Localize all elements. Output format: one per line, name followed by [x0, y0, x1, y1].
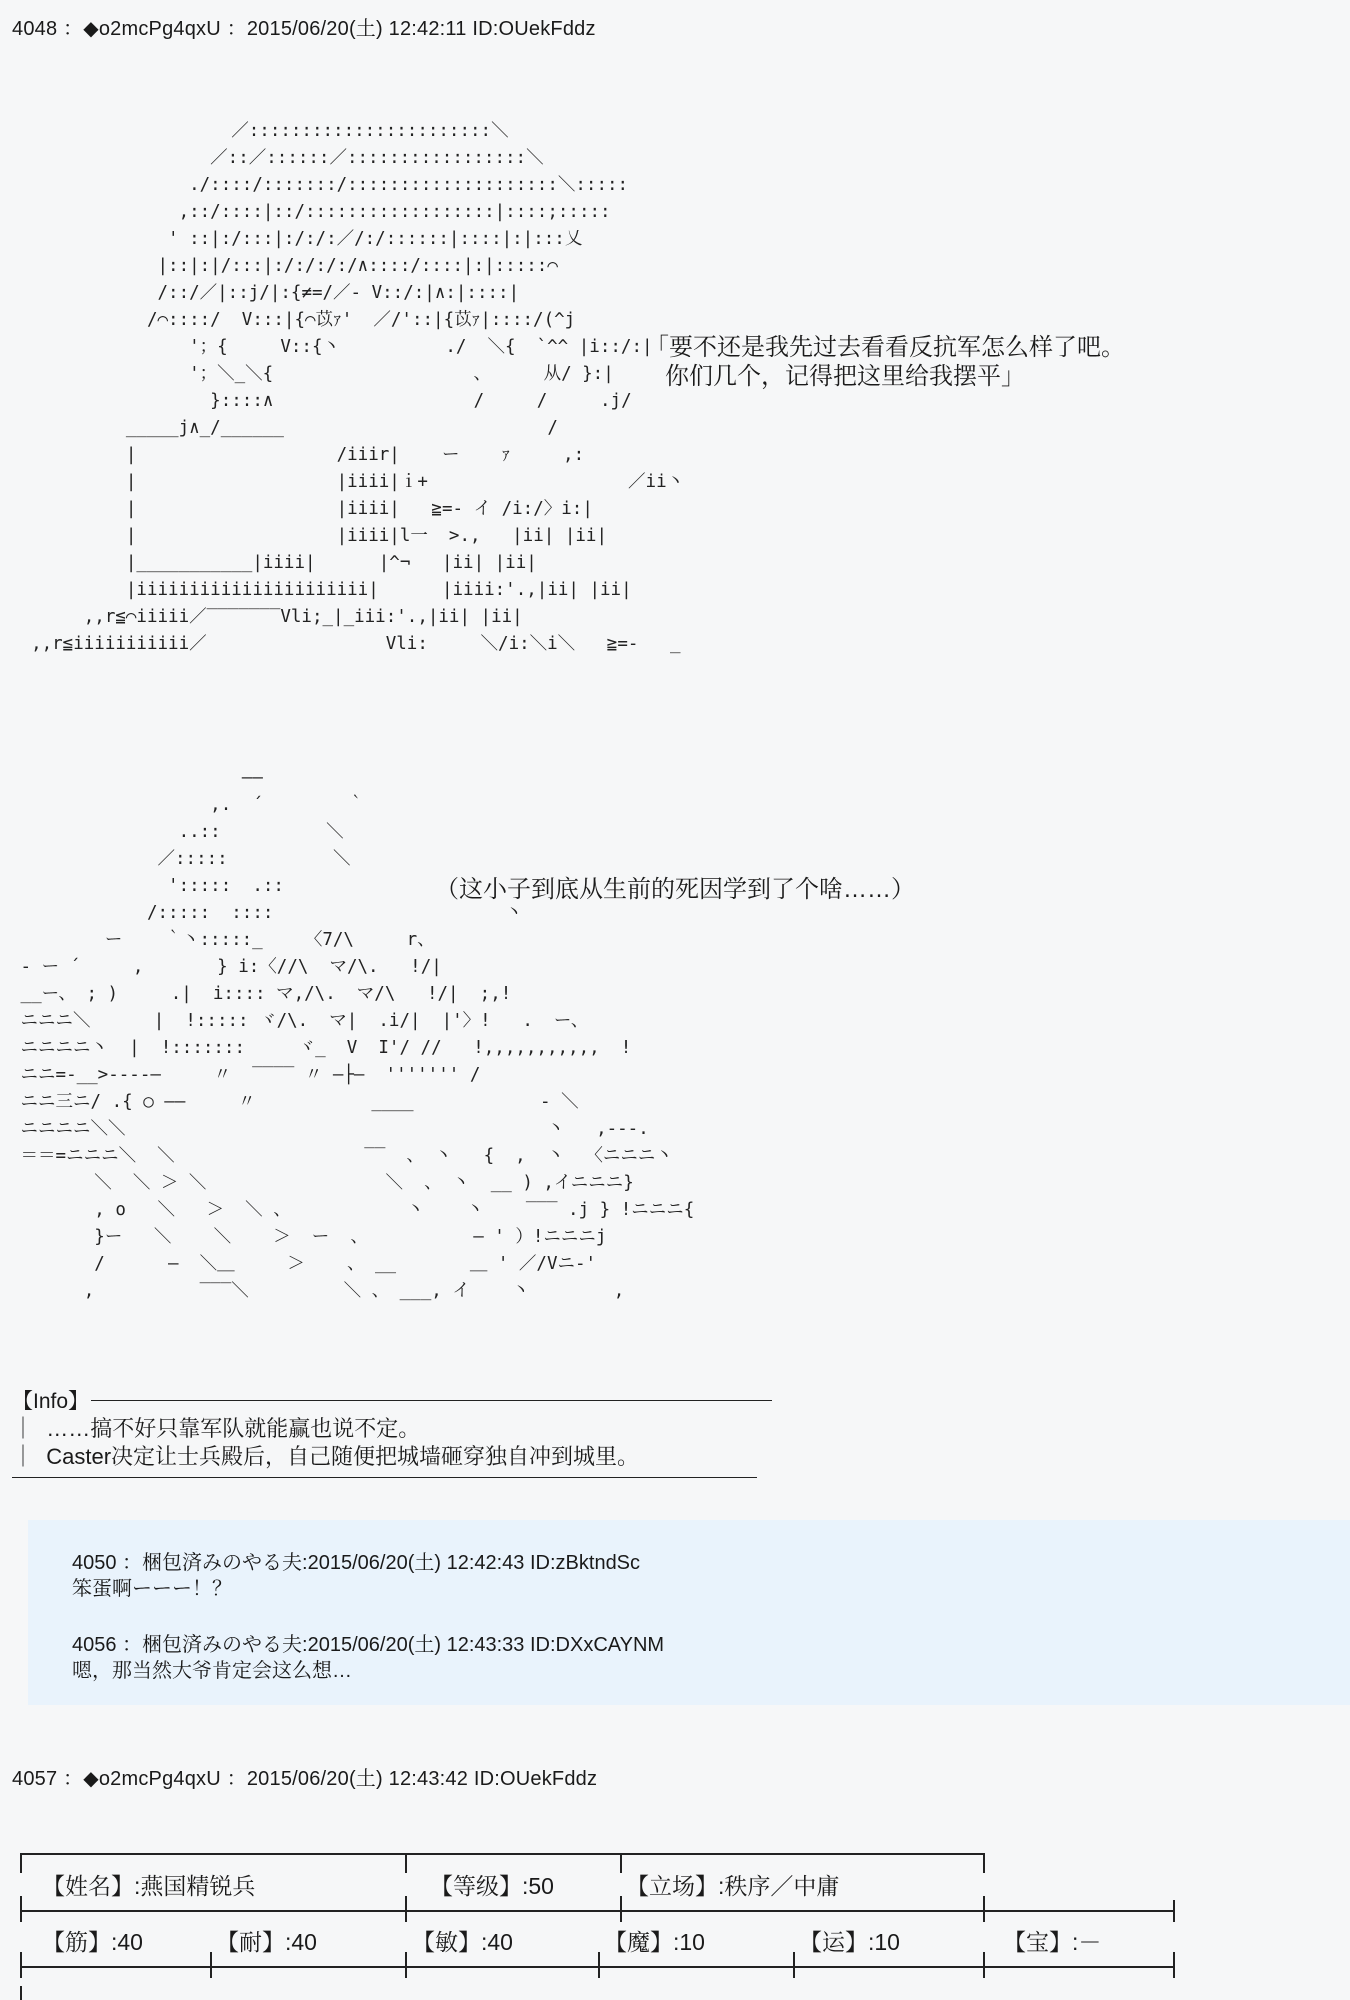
info-title-line	[12, 1385, 772, 1415]
info-line-1: ｜ ……搞不好只靠军队就能赢也说不定。	[12, 1416, 421, 1441]
stat-strength: 【筋】:40	[42, 1929, 143, 1955]
ascii-art-soldiers: ―― ,. ´ ｀ ..:: ＼ ／::::: ＼ '::::: .:: /::::: :::: 丶 ー ｀丶:::::_ 〈7/\ r、 - ー ´ , } i:〈//\ マ/\. !/| __ー、 ; ) .| i:::: マ,/\. マ/\ !/| ;,! ニニニ＼ | !::::: ヾ/\. マ| .i/| |'〉! . ー、 ニニニニ丶 | !::::::: ヾ_ V I'/ // !,,,,,,,,,,, ! ニニ=-__>---‐― 〃 ‾‾‾‾ 〃 ―├― ''''''' / ニニ三ニ/ .{ ○ ―― 〃 ____ ‐ ＼ ニニニニ＼＼ 丶 ,---. ＝＝=ニニニ＼ ＼ ‾‾ 、 丶 { , 丶 〈ニニニ丶 ＼ ＼ ＞ ＼ ＼ 、 丶 __ ) ,イニニニ} , o ＼ ＞ ＼ 、 丶 丶 ‾‾‾ .j } !ニニニ{ }ー ＼ ＼ ＞ ー 、 ― ' ）!ニニニj / ― ＼＿ ＞ 、 __ ＿ ' ／/Vニ-' , ‾‾‾＼ ＼ 、 ___, イ 丶 ,	[20, 768, 695, 1301]
stats-vline	[20, 1952, 22, 1978]
speech-thought-bottom: （这小子到底从生前的死因学到了个啥……）	[435, 876, 915, 903]
stat-agility: 【敏】:40	[412, 1929, 513, 1955]
reply-box	[28, 1520, 1350, 1705]
stats-vline	[620, 1896, 622, 1922]
stat-noble-phantasm: 【宝】:－	[1003, 1929, 1102, 1955]
stats-vline	[793, 1952, 795, 1978]
info-bottom-rule	[12, 1477, 757, 1478]
stats-vline	[405, 1952, 407, 1978]
stat-mana: 【魔】:10	[604, 1929, 705, 1955]
stats-vline	[20, 1986, 22, 2000]
stats-vline	[983, 1952, 985, 1978]
reply-text-4050: 笨蛋啊ーーー！？	[72, 1578, 232, 1600]
stat-endurance: 【耐】:40	[216, 1929, 317, 1955]
stats-vline	[20, 1853, 22, 1873]
stats-vline	[405, 1853, 407, 1873]
stats-vline	[598, 1952, 600, 1978]
stats-vline	[20, 1896, 22, 1922]
stats-line-top	[20, 1853, 985, 1855]
stats-vline	[620, 1853, 622, 1873]
info-title: 【Info】	[12, 1390, 90, 1413]
ascii-art-hooded-figure: ／:::::::::::::::::::::::＼ ／::／::::::／:::::::::::::::::＼ ./::::/:::::::/::::::::::::::::::::＼::::: ,::/::::|::/::::::::::::::::::|::::;::::: ' ::|:/:::|:/:/:／/:/::::::|::::|:|:::乂 |::|:|/:::|:/:/:/:/∧::::/::::|:|:::::⌒ /::/／|::j/|:{≠=/／- V::/:|∧:|::::| /⌒::::/ V:::|{⌒苡ｧ' ／/'::|{苡ｧ|::::/(^j '；{ V::{丶 ./ ＼{ `^^ |i::/:| '；＼_＼{ 、 从/ }:| }::::∧ / / .j/ _____j∧_/______ / | /iiir| ー ｧ ,: | |iiii|ｉ+ ／ii丶 | |iiii| ≧=- イ /i:/〉i:| | |iiii|l一 >., |ii| |ii| |___________|iiii| |^¬ |ii| |ii| |iiiiiiiiiiiiiiiiiiiiii| |iiii:'.,|ii| |ii| ,,r≦⌒iiiii／‾‾‾‾‾‾‾Vli;_|_iii:'.,|ii| |ii| ,,r≦iiiiiiiiiii／ Vli: ＼/i:＼i＼ ≧=- _	[31, 121, 685, 654]
info-title-rule	[91, 1400, 772, 1401]
stats-vline	[1173, 1900, 1175, 1922]
info-block	[12, 1385, 772, 1478]
stats-vline	[1173, 1952, 1175, 1978]
stat-luck: 【运】:10	[799, 1929, 900, 1955]
stats-line-mid	[20, 1910, 1175, 1912]
reply-header-4050: 4050 ：梱包済みのやる夫:2015/06/20(土) 12:42:43 ID:zBktndSc	[72, 1552, 641, 1574]
stats-table	[20, 1848, 1175, 2000]
stats-vline	[983, 1896, 985, 1922]
post-header-4048: 4048 ：◆o2mcPg4qxU ：2015/06/20(土) 12:42:11 ID:OUekFddz	[12, 18, 596, 40]
stat-level: 【等级】:50	[430, 1873, 554, 1899]
reply-text-4056: 嗯，那当然大爷肯定会这么想…	[72, 1660, 352, 1682]
stats-vline	[983, 1853, 985, 1873]
stats-vline	[405, 1896, 407, 1922]
stats-vline	[210, 1952, 212, 1978]
reply-header-4056: 4056 ：梱包済みのやる夫:2015/06/20(土) 12:43:33 ID:DXxCAYNM	[72, 1634, 665, 1656]
speech-bubble-top: 「要不还是我先过去看看反抗军怎么样了吧。 你们几个，记得把这里给我摆平」	[645, 334, 1125, 390]
post-header-4057: 4057 ：◆o2mcPg4qxU ：2015/06/20(土) 12:43:42 ID:OUekFddz	[12, 1768, 598, 1790]
stat-alignment: 【立场】:秩序／中庸	[626, 1873, 840, 1899]
info-line-2: ｜ Caster决定让士兵殿后，自己随便把城墙砸穿独自冲到城里。	[12, 1444, 640, 1469]
stat-name: 【姓名】:燕国精锐兵	[42, 1873, 256, 1899]
